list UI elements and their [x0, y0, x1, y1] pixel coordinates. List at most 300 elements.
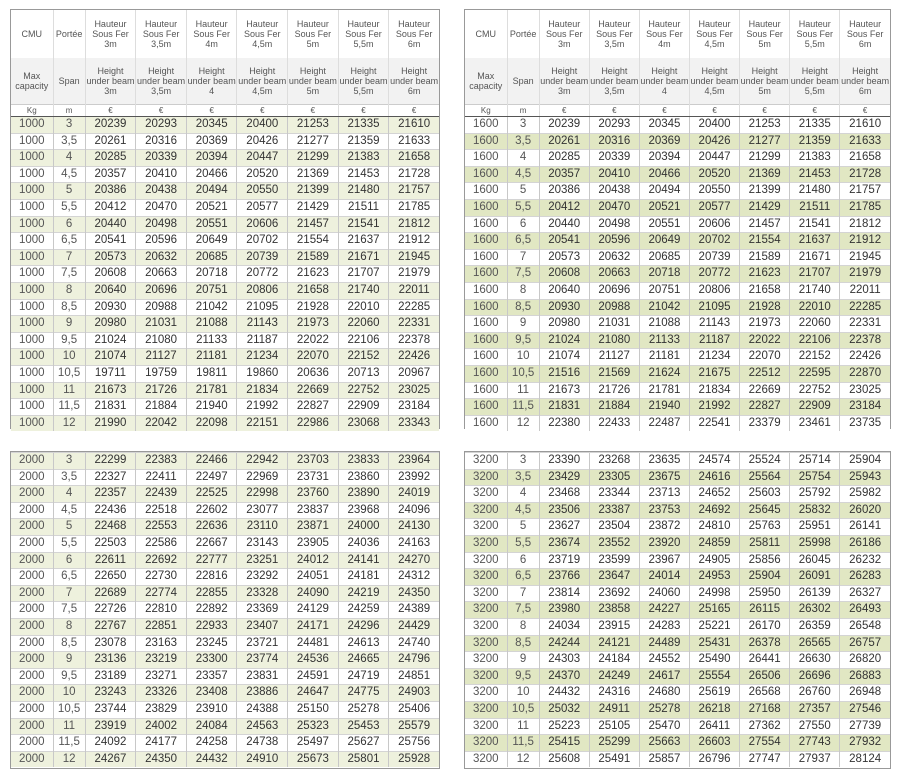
price-cell: 23068	[338, 415, 389, 431]
price-cell: 24121	[589, 635, 639, 652]
price-cell: 24389	[389, 602, 439, 619]
table-row	[465, 602, 890, 619]
price-cell: 27743	[790, 735, 840, 752]
unit-header: €	[539, 105, 589, 117]
price-cell: 23731	[288, 469, 339, 486]
price-cell: 20751	[639, 282, 689, 299]
price-cell: 25857	[639, 751, 689, 767]
span-cell: 10	[507, 685, 539, 702]
price-cell: 21088	[186, 316, 237, 333]
price-cell: 20239	[539, 117, 589, 134]
table-row	[465, 535, 890, 552]
price-cell: 21658	[389, 150, 439, 167]
span-cell: 10	[53, 349, 85, 366]
price-cell: 21429	[740, 199, 790, 216]
price-cell: 24249	[589, 668, 639, 685]
price-cell: 22378	[840, 332, 890, 349]
span-cell: 10,5	[53, 365, 85, 382]
price-cell: 20521	[639, 199, 689, 216]
price-cell: 22070	[740, 349, 790, 366]
price-cell: 22870	[840, 365, 890, 382]
price-cell: 27932	[840, 735, 890, 752]
price-cell: 23964	[389, 453, 439, 470]
cmu-cell: 2000	[11, 668, 53, 685]
price-cell: 24552	[639, 652, 689, 669]
price-cell: 22553	[136, 519, 187, 536]
price-cell: 27550	[790, 718, 840, 735]
column-header-fr: Hauteur Sous Fer 4,5m	[689, 10, 739, 58]
span-cell: 10,5	[507, 365, 539, 382]
price-cell: 25904	[840, 453, 890, 470]
cmu-cell: 1000	[11, 299, 53, 316]
price-cell: 20696	[136, 282, 187, 299]
price-cell: 24227	[639, 602, 689, 619]
price-cell: 24012	[288, 552, 339, 569]
price-cell: 20386	[85, 183, 136, 200]
unit-header: €	[389, 105, 439, 117]
price-cell: 22969	[237, 469, 288, 486]
price-cell: 27554	[740, 735, 790, 752]
price-cell: 25756	[389, 735, 439, 752]
price-cell: 23760	[288, 486, 339, 503]
price-cell: 26796	[689, 751, 739, 767]
table-row	[465, 332, 890, 349]
price-cell: 22010	[338, 299, 389, 316]
table-row	[11, 502, 439, 519]
price-cell: 21671	[338, 249, 389, 266]
price-cell: 23871	[288, 519, 339, 536]
price-cell: 22380	[539, 415, 589, 431]
price-cell: 22411	[136, 469, 187, 486]
table-row	[465, 166, 890, 183]
price-cell: 21457	[740, 216, 790, 233]
price-cell: 24851	[389, 668, 439, 685]
table-row	[465, 199, 890, 216]
price-cell: 25278	[639, 701, 689, 718]
price-cell: 20426	[689, 133, 739, 150]
price-cell: 21181	[186, 349, 237, 366]
table-row	[465, 618, 890, 635]
table-row	[11, 585, 439, 602]
price-table-cmu-1600	[465, 10, 890, 431]
price-cell: 25415	[539, 735, 589, 752]
price-cell: 25221	[689, 618, 739, 635]
span-cell: 5	[507, 183, 539, 200]
price-cell: 22042	[136, 415, 187, 431]
price-cell: 20285	[539, 150, 589, 167]
price-cell: 23268	[589, 453, 639, 470]
price-cell: 23506	[539, 502, 589, 519]
price-cell: 22774	[136, 585, 187, 602]
price-cell: 21299	[740, 150, 790, 167]
price-cell: 22011	[840, 282, 890, 299]
price-cell: 22060	[338, 316, 389, 333]
price-cell: 23504	[589, 519, 639, 536]
span-cell: 3	[507, 117, 539, 134]
price-cell: 23713	[639, 486, 689, 503]
span-cell: 10	[53, 685, 85, 702]
unit-header: €	[85, 105, 136, 117]
price-cell: 21728	[389, 166, 439, 183]
price-cell: 22692	[136, 552, 187, 569]
price-cell: 21589	[740, 249, 790, 266]
price-cell: 20608	[539, 266, 589, 283]
price-cell: 21812	[389, 216, 439, 233]
column-header-fr: Hauteur Sous Fer 5m	[288, 10, 339, 58]
table-row	[11, 552, 439, 569]
table-row	[465, 282, 890, 299]
price-cell: 23344	[589, 486, 639, 503]
price-cell: 20596	[136, 233, 187, 250]
price-cell: 22466	[186, 453, 237, 470]
price-cell: 21399	[740, 183, 790, 200]
price-cell: 21637	[338, 233, 389, 250]
column-header-en: Height under beam 3m	[539, 58, 589, 105]
price-cell: 21812	[840, 216, 890, 233]
price-cell: 23599	[589, 552, 639, 569]
price-cell: 21740	[790, 282, 840, 299]
price-cell: 20577	[689, 199, 739, 216]
cmu-cell: 1600	[465, 332, 507, 349]
price-cell: 22586	[136, 535, 187, 552]
price-cell: 23390	[539, 453, 589, 470]
price-cell: 20573	[539, 249, 589, 266]
price-cell: 20608	[85, 266, 136, 283]
price-cell: 20412	[539, 199, 589, 216]
cmu-cell: 2000	[11, 735, 53, 752]
price-cell: 26283	[840, 569, 890, 586]
cmu-cell: 1000	[11, 282, 53, 299]
price-cell: 21080	[136, 332, 187, 349]
price-cell: 24141	[338, 552, 389, 569]
price-cell: 24090	[288, 585, 339, 602]
table-row	[11, 685, 439, 702]
price-cell: 21080	[589, 332, 639, 349]
span-cell: 3	[53, 453, 85, 470]
price-cell: 23837	[288, 502, 339, 519]
price-cell: 20739	[237, 249, 288, 266]
price-cell: 25564	[740, 469, 790, 486]
span-cell: 9,5	[53, 332, 85, 349]
price-cell: 25223	[539, 718, 589, 735]
table-row	[465, 735, 890, 752]
span-cell: 6,5	[53, 569, 85, 586]
price-cell: 22525	[186, 486, 237, 503]
price-cell: 21623	[288, 266, 339, 283]
price-cell: 24591	[288, 668, 339, 685]
price-cell: 25663	[639, 735, 689, 752]
price-cell: 20702	[689, 233, 739, 250]
price-cell: 22667	[186, 535, 237, 552]
cmu-cell: 1600	[465, 415, 507, 431]
price-cell: 24903	[389, 685, 439, 702]
price-cell: 22436	[85, 502, 136, 519]
price-cell: 22777	[186, 552, 237, 569]
price-cell: 21740	[338, 282, 389, 299]
price-cell: 24177	[136, 735, 187, 752]
cmu-cell: 1000	[11, 332, 53, 349]
column-header-en: Height under beam 4,5m	[237, 58, 288, 105]
price-cell: 23300	[186, 652, 237, 669]
price-cell: 20632	[589, 249, 639, 266]
span-cell: 9	[507, 316, 539, 333]
span-cell: 9	[53, 652, 85, 669]
table-row	[465, 502, 890, 519]
span-cell: 3	[507, 453, 539, 470]
price-cell: 21992	[689, 399, 739, 416]
column-header-en: Height under beam 4,5m	[689, 58, 739, 105]
price-cell: 25406	[389, 701, 439, 718]
price-cell: 20293	[589, 117, 639, 134]
cmu-cell: 1600	[465, 399, 507, 416]
price-cell: 22106	[790, 332, 840, 349]
price-cell: 24432	[539, 685, 589, 702]
price-cell: 20632	[136, 249, 187, 266]
price-cell: 25579	[389, 718, 439, 735]
price-cell: 23184	[840, 399, 890, 416]
price-cell: 27168	[740, 701, 790, 718]
cmu-cell: 2000	[11, 718, 53, 735]
price-cell: 21541	[790, 216, 840, 233]
cmu-cell: 2000	[11, 585, 53, 602]
price-cell: 20410	[589, 166, 639, 183]
price-cell: 22752	[338, 382, 389, 399]
cmu-cell: 1000	[11, 166, 53, 183]
price-cell: 21541	[338, 216, 389, 233]
price-cell: 22998	[237, 486, 288, 503]
price-cell: 21979	[840, 266, 890, 283]
span-cell: 3,5	[53, 469, 85, 486]
cmu-cell: 1000	[11, 117, 53, 134]
price-cell: 24096	[389, 502, 439, 519]
price-table-cmu-1000	[11, 10, 439, 431]
cmu-cell: 1000	[11, 233, 53, 250]
price-cell: 21511	[790, 199, 840, 216]
span-cell: 8,5	[53, 299, 85, 316]
price-cell: 21658	[288, 282, 339, 299]
price-cell: 21624	[639, 365, 689, 382]
price-cell: 24163	[389, 535, 439, 552]
price-cell: 24429	[389, 618, 439, 635]
column-header-en: Height under beam 4	[186, 58, 237, 105]
unit-header: €	[589, 105, 639, 117]
price-cell: 21884	[589, 399, 639, 416]
price-cell: 24616	[689, 469, 739, 486]
price-cell: 25714	[790, 453, 840, 470]
price-cell: 23915	[589, 618, 639, 635]
price-cell: 22106	[338, 332, 389, 349]
price-cell: 22767	[85, 618, 136, 635]
price-cell: 25323	[288, 718, 339, 735]
span-cell: 8	[53, 618, 85, 635]
price-cell: 24219	[338, 585, 389, 602]
column-header-fr: Portée	[53, 10, 85, 58]
table-row	[11, 415, 439, 431]
span-cell: 7,5	[53, 602, 85, 619]
price-cell: 24910	[237, 751, 288, 767]
price-cell: 24036	[338, 535, 389, 552]
price-cell: 20649	[639, 233, 689, 250]
price-cell: 20980	[539, 316, 589, 333]
price-cell: 20357	[85, 166, 136, 183]
price-cell: 20739	[689, 249, 739, 266]
price-cell: 22650	[85, 569, 136, 586]
column-header-en: Span	[53, 58, 85, 105]
span-cell: 6,5	[507, 569, 539, 586]
table-row	[465, 150, 890, 167]
price-cell: 21127	[589, 349, 639, 366]
table-row	[465, 701, 890, 718]
price-cell: 25904	[740, 569, 790, 586]
price-cell: 21074	[539, 349, 589, 366]
price-cell: 22011	[389, 282, 439, 299]
price-cell: 21707	[790, 266, 840, 283]
table-row	[465, 652, 890, 669]
price-cell: 21781	[186, 382, 237, 399]
price-cell: 25165	[689, 602, 739, 619]
price-cell: 20550	[689, 183, 739, 200]
cmu-cell: 3200	[465, 585, 507, 602]
price-cell: 24665	[338, 652, 389, 669]
price-cell: 26045	[790, 552, 840, 569]
table-row	[11, 453, 439, 470]
price-cell: 20400	[689, 117, 739, 134]
cmu-cell: 3200	[465, 535, 507, 552]
price-cell: 23992	[389, 469, 439, 486]
price-cell: 20357	[539, 166, 589, 183]
price-cell: 23692	[589, 585, 639, 602]
price-cell: 21042	[186, 299, 237, 316]
price-cell: 20649	[186, 233, 237, 250]
table-row	[465, 216, 890, 233]
price-cell: 20573	[85, 249, 136, 266]
table-row	[11, 399, 439, 416]
price-cell: 20596	[589, 233, 639, 250]
price-cell: 27546	[840, 701, 890, 718]
price-cell: 26441	[740, 652, 790, 669]
price-cell: 21024	[539, 332, 589, 349]
price-cell: 20663	[589, 266, 639, 283]
price-cell: 21181	[639, 349, 689, 366]
price-cell: 23675	[639, 469, 689, 486]
table-row	[11, 519, 439, 536]
price-cell: 20520	[689, 166, 739, 183]
price-cell: 24775	[338, 685, 389, 702]
price-cell: 22669	[288, 382, 339, 399]
price-cell: 23920	[639, 535, 689, 552]
price-cell: 20447	[237, 150, 288, 167]
price-cell: 20345	[186, 117, 237, 134]
price-cell: 21728	[840, 166, 890, 183]
table-row	[11, 382, 439, 399]
price-cell: 22595	[790, 365, 840, 382]
span-cell: 9,5	[507, 668, 539, 685]
price-cell: 21831	[85, 399, 136, 416]
price-cell: 22331	[389, 316, 439, 333]
price-cell: 25554	[689, 668, 739, 685]
table-row	[465, 718, 890, 735]
price-cell: 22512	[740, 365, 790, 382]
price-cell: 21031	[589, 316, 639, 333]
price-cell: 25982	[840, 486, 890, 503]
price-cell: 22299	[85, 453, 136, 470]
span-cell: 4	[53, 150, 85, 167]
price-cell: 21785	[840, 199, 890, 216]
price-cell: 20345	[639, 117, 689, 134]
price-cell: 25299	[589, 735, 639, 752]
table-row	[11, 299, 439, 316]
price-cell: 24617	[639, 668, 689, 685]
price-cell: 24738	[237, 735, 288, 752]
price-cell: 24129	[288, 602, 339, 619]
price-cell: 23407	[237, 618, 288, 635]
table-row	[465, 635, 890, 652]
price-cell: 25832	[790, 502, 840, 519]
cmu-cell: 2000	[11, 569, 53, 586]
cmu-cell: 3200	[465, 751, 507, 767]
price-cell: 23271	[136, 668, 187, 685]
cmu-cell: 2000	[11, 751, 53, 767]
price-cell: 21253	[740, 117, 790, 134]
column-header-en: Height under beam 5,5m	[338, 58, 389, 105]
span-cell: 3,5	[507, 469, 539, 486]
span-cell: 12	[53, 415, 85, 431]
price-cell: 20520	[237, 166, 288, 183]
price-cell: 20316	[136, 133, 187, 150]
price-cell: 22909	[790, 399, 840, 416]
price-cell: 25645	[740, 502, 790, 519]
price-cell: 23647	[589, 569, 639, 586]
price-cell: 24911	[589, 701, 639, 718]
price-cell: 22439	[136, 486, 187, 503]
span-cell: 10	[507, 349, 539, 366]
price-cell: 25603	[740, 486, 790, 503]
price-cell: 27747	[740, 751, 790, 767]
price-cell: 24171	[288, 618, 339, 635]
price-cell: 22810	[136, 602, 187, 619]
price-cell: 26506	[740, 668, 790, 685]
span-cell: 4	[507, 150, 539, 167]
header-row-units	[465, 105, 890, 117]
price-cell: 24536	[288, 652, 339, 669]
price-cell: 23858	[589, 602, 639, 619]
price-cell: 22327	[85, 469, 136, 486]
span-cell: 7,5	[507, 602, 539, 619]
unit-header: €	[237, 105, 288, 117]
price-cell: 19711	[85, 365, 136, 382]
table-row	[11, 183, 439, 200]
unit-header: Kg	[465, 105, 507, 117]
price-cell: 20551	[186, 216, 237, 233]
column-header-en: Height under beam 3m	[85, 58, 136, 105]
table-row	[11, 349, 439, 366]
price-cell: 23833	[338, 453, 389, 470]
price-cell: 24051	[288, 569, 339, 586]
price-cell: 23627	[539, 519, 589, 536]
price-cell: 20426	[237, 133, 288, 150]
price-cell: 21429	[288, 199, 339, 216]
price-cell: 23292	[237, 569, 288, 586]
unit-header: m	[53, 105, 85, 117]
cmu-cell: 3200	[465, 519, 507, 536]
price-cell: 23905	[288, 535, 339, 552]
table-row	[11, 652, 439, 669]
table-row	[11, 133, 439, 150]
price-cell: 22285	[840, 299, 890, 316]
price-cell: 27362	[740, 718, 790, 735]
price-cell: 20521	[186, 199, 237, 216]
price-cell: 23766	[539, 569, 589, 586]
